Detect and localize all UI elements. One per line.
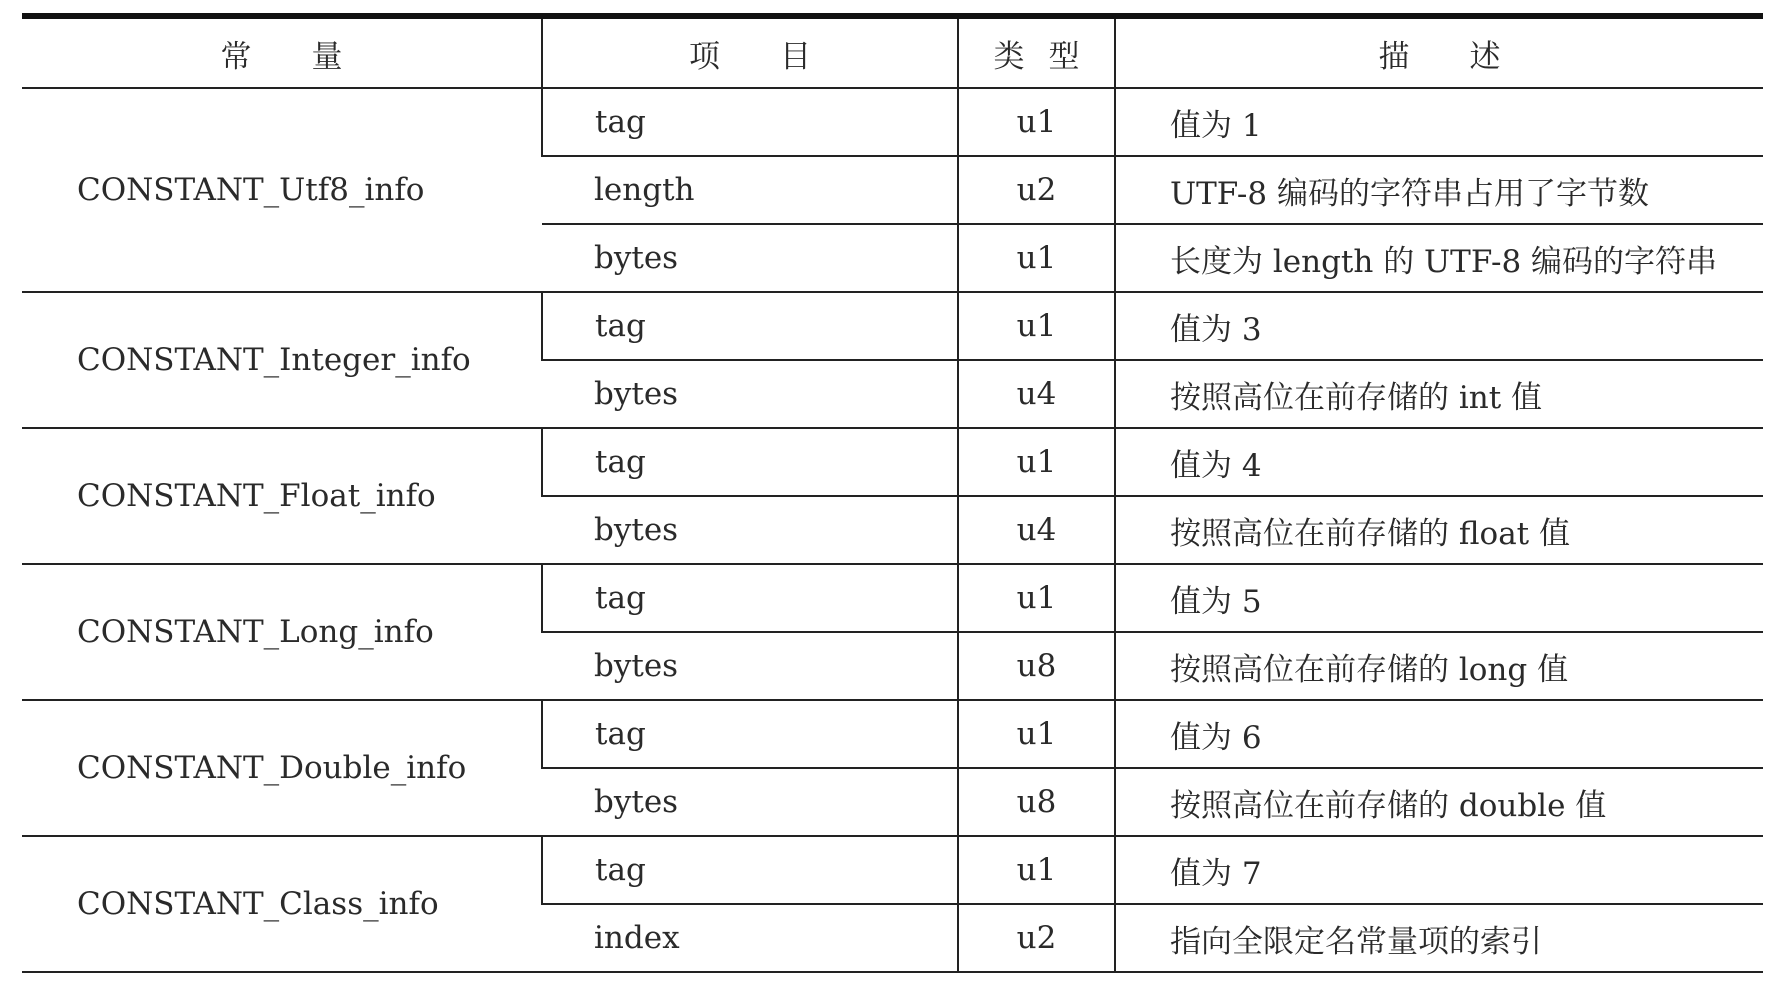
table-body <box>22 88 1763 972</box>
header-description <box>1115 16 1763 88</box>
type-cell: u1 <box>958 428 1115 496</box>
description-cell: 值为 3 <box>1115 292 1763 360</box>
description-cell: 值为 5 <box>1115 564 1763 632</box>
description-cell: 指向全限定名常量项的索引 <box>1115 904 1763 972</box>
description-cell: UTF-8 编码的字符串占用了字节数 <box>1115 156 1763 224</box>
type-cell: u4 <box>958 360 1115 428</box>
table-row <box>22 88 1763 156</box>
table-header <box>22 16 1763 88</box>
item-cell: index <box>542 904 958 972</box>
header-constant-char-2: 量 <box>311 38 343 75</box>
header-type-char-1: 类 <box>993 38 1025 75</box>
description-cell: 值为 6 <box>1115 700 1763 768</box>
header-description-char-2: 述 <box>1469 38 1501 75</box>
item-cell: bytes <box>542 632 958 700</box>
item-cell: tag <box>542 88 958 156</box>
type-cell: u1 <box>958 88 1115 156</box>
header-type <box>958 16 1115 88</box>
description-cell: 值为 4 <box>1115 428 1763 496</box>
constant-name-cell: CONSTANT_Class_info <box>22 836 542 972</box>
type-cell: u1 <box>958 224 1115 292</box>
type-cell: u4 <box>958 496 1115 564</box>
item-cell: bytes <box>542 360 958 428</box>
description-cell: 值为 7 <box>1115 836 1763 904</box>
description-cell: 按照高位在前存储的 float 值 <box>1115 496 1763 564</box>
item-cell: bytes <box>542 768 958 836</box>
constant-name-cell: CONSTANT_Long_info <box>22 564 542 700</box>
header-item <box>542 16 958 88</box>
item-cell: tag <box>542 292 958 360</box>
item-cell: length <box>542 156 958 224</box>
description-cell: 按照高位在前存储的 long 值 <box>1115 632 1763 700</box>
type-cell: u8 <box>958 632 1115 700</box>
header-row <box>22 16 1763 88</box>
item-cell: tag <box>542 428 958 496</box>
table-row <box>22 564 1763 632</box>
table-row <box>22 292 1763 360</box>
type-cell: u1 <box>958 292 1115 360</box>
header-item-char-1: 项 <box>689 38 720 75</box>
constant-name-cell: CONSTANT_Double_info <box>22 700 542 836</box>
type-cell: u1 <box>958 700 1115 768</box>
description-cell: 按照高位在前存储的 double 值 <box>1115 768 1763 836</box>
item-cell: tag <box>542 836 958 904</box>
header-type-char-2: 型 <box>1048 38 1080 75</box>
table-row <box>22 700 1763 768</box>
type-cell: u1 <box>958 564 1115 632</box>
item-cell: bytes <box>542 496 958 564</box>
description-cell: 值为 1 <box>1115 88 1763 156</box>
type-cell: u8 <box>958 768 1115 836</box>
constant-name-cell: CONSTANT_Integer_info <box>22 292 542 428</box>
description-cell: 按照高位在前存储的 int 值 <box>1115 360 1763 428</box>
header-description-char-1: 描 <box>1378 38 1410 75</box>
item-cell: tag <box>542 564 958 632</box>
table-row <box>22 836 1763 904</box>
type-cell: u1 <box>958 836 1115 904</box>
type-cell: u2 <box>958 904 1115 972</box>
item-cell: tag <box>542 700 958 768</box>
header-constant <box>22 16 542 88</box>
header-constant-char-1: 常 <box>220 38 252 75</box>
table-row <box>22 428 1763 496</box>
item-cell: bytes <box>542 224 958 292</box>
constant-name-cell: CONSTANT_Utf8_info <box>22 88 542 292</box>
constant-pool-table <box>22 13 1763 973</box>
header-item-char-2: 目 <box>780 38 811 75</box>
constant-name-cell: CONSTANT_Float_info <box>22 428 542 564</box>
type-cell: u2 <box>958 156 1115 224</box>
description-cell: 长度为 length 的 UTF-8 编码的字符串 <box>1115 224 1763 292</box>
